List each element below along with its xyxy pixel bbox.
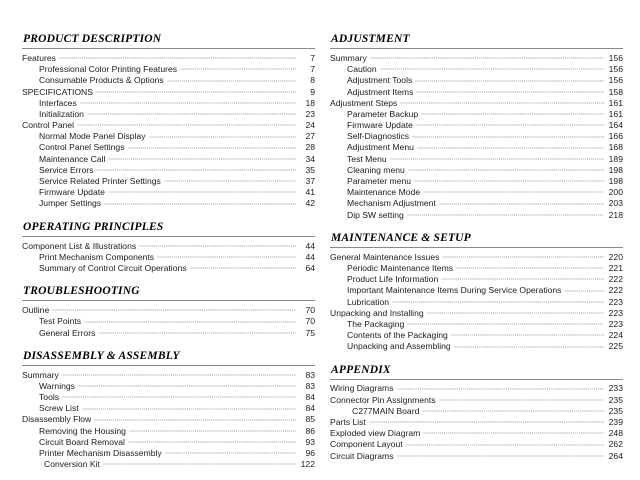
toc-entry[interactable] xyxy=(330,131,623,142)
dot-leader xyxy=(439,398,604,404)
dot-leader xyxy=(451,333,604,339)
toc-entry-title: Control Panel Settings xyxy=(39,142,125,153)
toc-entry-title: Parameter menu xyxy=(347,176,412,187)
toc-section xyxy=(330,364,623,462)
dot-leader xyxy=(165,451,296,457)
section-divider xyxy=(22,236,315,237)
section-heading: DISASSEMBLY & ASSEMBLY xyxy=(23,349,180,362)
toc-page-number: 42 xyxy=(305,198,315,209)
toc-entry[interactable] xyxy=(22,392,315,403)
toc-page-number: 70 xyxy=(305,316,315,327)
toc-page-number: 84 xyxy=(305,392,315,403)
dot-leader xyxy=(98,331,296,337)
toc-entry[interactable] xyxy=(330,439,623,450)
dot-leader xyxy=(414,179,604,185)
toc-entry[interactable] xyxy=(330,210,623,221)
dot-leader xyxy=(406,443,604,449)
toc-section xyxy=(22,33,315,210)
toc-entry-title: Jumper Settings xyxy=(39,198,102,209)
toc-entry-title: Wiring Diagrams xyxy=(330,383,394,394)
toc-page-number: 37 xyxy=(305,176,315,187)
toc-page-number: 96 xyxy=(305,448,315,459)
toc-entry-title: Summary xyxy=(22,369,59,380)
toc-page-number: 64 xyxy=(305,263,315,273)
dot-leader xyxy=(397,387,604,393)
dot-leader xyxy=(407,322,604,328)
dot-leader xyxy=(441,277,604,283)
toc-page-number: 93 xyxy=(305,436,315,447)
dot-leader xyxy=(80,101,296,107)
toc-entry-title: Consumable Products & Options xyxy=(39,75,164,86)
toc-entry[interactable] xyxy=(330,120,623,131)
toc-entry[interactable] xyxy=(22,64,315,75)
toc-entry-title: Test Points xyxy=(39,316,82,327)
toc-entry[interactable] xyxy=(330,143,623,154)
toc-page-number: 264 xyxy=(608,450,623,461)
toc-entry-title: SPECIFICATIONS xyxy=(22,86,93,97)
section-heading: APPENDIX xyxy=(331,363,391,376)
dot-leader xyxy=(400,101,604,107)
dot-leader xyxy=(77,123,296,129)
dot-leader xyxy=(104,202,296,208)
dot-leader xyxy=(422,409,604,415)
toc-page-number: 28 xyxy=(305,142,315,153)
toc-entry[interactable] xyxy=(22,426,315,437)
toc-entry[interactable] xyxy=(330,154,623,165)
dot-leader xyxy=(423,431,604,437)
toc-entry[interactable] xyxy=(22,165,315,176)
toc-page-number: 35 xyxy=(305,164,315,175)
toc-entry[interactable] xyxy=(330,451,623,462)
dot-leader xyxy=(407,213,604,219)
toc-page-number: 198 xyxy=(608,164,623,175)
toc-page-number: 156 xyxy=(608,75,623,86)
toc-entry-title: Cleaning menu xyxy=(347,164,405,175)
toc-entry-list xyxy=(22,305,315,339)
toc-entry-title: Adjustment Steps xyxy=(330,97,398,108)
toc-entry-title: Circuit Diagrams xyxy=(330,450,394,461)
toc-entry-title: General Maintenance Issues xyxy=(330,251,440,262)
toc-page-number: 203 xyxy=(608,198,623,209)
dot-leader xyxy=(439,202,604,208)
toc-page-number: 18 xyxy=(305,97,315,108)
dot-leader xyxy=(164,179,296,185)
toc-entry[interactable] xyxy=(22,241,315,252)
toc-entry[interactable] xyxy=(22,381,315,392)
toc-entry-title: Summary xyxy=(330,53,367,63)
dot-leader xyxy=(52,308,296,314)
toc-page-number: 83 xyxy=(305,369,315,380)
toc-entry-title: Mechanism Adjustment xyxy=(347,198,436,209)
toc-entry[interactable] xyxy=(22,109,315,120)
toc-entry-list xyxy=(22,53,315,210)
toc-page-number: 223 xyxy=(608,318,623,329)
dot-leader xyxy=(157,255,296,261)
toc-page-number: 235 xyxy=(608,394,623,405)
toc-entry-title: Warnings xyxy=(39,380,75,391)
toc-entry[interactable] xyxy=(22,176,315,187)
toc-page-number: 7 xyxy=(310,64,315,75)
dot-leader xyxy=(412,135,604,141)
toc-page-number: 83 xyxy=(305,380,315,391)
dot-leader xyxy=(369,420,604,426)
toc-entry[interactable] xyxy=(330,187,623,198)
toc-entry[interactable] xyxy=(22,75,315,86)
dot-leader xyxy=(380,67,604,73)
toc-entry-title: Test Menu xyxy=(347,153,387,164)
toc-page-number: 44 xyxy=(305,240,315,251)
toc-entry[interactable] xyxy=(22,328,315,339)
toc-entry[interactable] xyxy=(22,263,315,274)
dot-leader xyxy=(397,454,604,460)
toc-entry-title: Tools xyxy=(39,392,60,403)
dot-leader xyxy=(108,190,296,196)
toc-page-number: 220 xyxy=(608,251,623,262)
toc-entry-title: Self-Diagnostics xyxy=(347,131,410,142)
toc-page-number: 235 xyxy=(608,405,623,416)
toc-page-number: 41 xyxy=(305,187,315,198)
toc-entry[interactable] xyxy=(22,143,315,154)
dot-leader xyxy=(408,168,604,174)
toc-entry[interactable] xyxy=(330,297,623,308)
toc-entry-title: General Errors xyxy=(39,327,96,338)
toc-page-number: 85 xyxy=(305,414,315,425)
toc-page-number: 222 xyxy=(608,285,623,296)
toc-entry-title: Conversion Kit xyxy=(44,459,100,470)
dot-leader xyxy=(421,112,604,118)
toc-entry-title: Product Life Information xyxy=(347,274,439,285)
toc-entry-title: Features xyxy=(22,53,56,63)
toc-entry[interactable] xyxy=(22,154,315,165)
toc-entry-list xyxy=(330,252,623,353)
toc-page-number: 23 xyxy=(305,108,315,119)
toc-page-number: 8 xyxy=(310,75,315,86)
toc-section xyxy=(22,221,315,275)
toc-page-number: 248 xyxy=(608,428,623,439)
toc-page-number: 218 xyxy=(608,209,623,220)
toc-entry-title: Screw List xyxy=(39,403,79,414)
left-column xyxy=(22,33,315,470)
section-heading: OPERATING PRINCIPLES xyxy=(23,220,164,233)
toc-entry-title: Removing the Housing xyxy=(39,425,126,436)
dot-leader xyxy=(427,311,604,317)
toc-entry[interactable] xyxy=(330,274,623,285)
toc-page-number: 222 xyxy=(608,274,623,285)
dot-leader xyxy=(416,90,604,96)
toc-entry-title: Dip SW setting xyxy=(347,209,404,220)
toc-entry-title: Print Mechanism Components xyxy=(39,251,155,262)
dot-leader xyxy=(128,146,296,152)
toc-entry-title: Printer Mechanism Disassembly xyxy=(39,448,162,459)
toc-page-number: 24 xyxy=(305,120,315,131)
dot-leader xyxy=(564,289,604,295)
toc-section xyxy=(22,350,315,471)
toc-entry[interactable] xyxy=(22,415,315,426)
section-divider xyxy=(22,300,315,301)
toc-page-number: 239 xyxy=(608,417,623,428)
section-divider xyxy=(330,247,623,248)
toc-entry-title: Adjustment Menu xyxy=(347,142,414,153)
toc-page-number: 198 xyxy=(608,176,623,187)
dot-leader xyxy=(415,79,604,85)
dot-leader xyxy=(456,266,604,272)
toc-page-number: 34 xyxy=(305,153,315,164)
section-divider xyxy=(330,48,623,49)
toc-page-number: 233 xyxy=(608,383,623,394)
toc-page-number: 122 xyxy=(300,459,315,470)
toc-entry-title: Initialization xyxy=(39,108,84,119)
dot-leader xyxy=(392,300,604,306)
toc-entry-title: Connector Pin Assignments xyxy=(330,394,436,405)
dot-leader xyxy=(103,462,296,468)
dot-leader xyxy=(94,418,296,424)
toc-entry[interactable] xyxy=(330,53,623,64)
dot-leader xyxy=(454,345,604,351)
toc-entry-title: Firmware Update xyxy=(39,187,105,198)
dot-leader xyxy=(167,79,296,85)
toc-page-number: 156 xyxy=(608,64,623,75)
toc-entry[interactable] xyxy=(22,98,315,109)
toc-entry[interactable] xyxy=(22,437,315,448)
toc-entry-title: Maintenance Mode xyxy=(347,187,421,198)
toc-entry-title: The Packaging xyxy=(347,318,405,329)
toc-entry[interactable] xyxy=(330,176,623,187)
dot-leader xyxy=(128,440,296,446)
toc-page-number: 75 xyxy=(305,327,315,338)
toc-page-number: 27 xyxy=(305,131,315,142)
dot-leader xyxy=(442,255,604,261)
dot-leader xyxy=(96,168,296,174)
toc-entry[interactable] xyxy=(22,448,315,459)
toc-entry[interactable] xyxy=(330,263,623,274)
toc-entry[interactable] xyxy=(330,87,623,98)
toc-page-number: 221 xyxy=(608,263,623,273)
toc-entry-title: C277MAIN Board xyxy=(352,405,420,416)
toc-page-number: 200 xyxy=(608,187,623,198)
toc-entry-title: Parts List xyxy=(330,417,366,428)
toc-page-number: 225 xyxy=(608,341,623,352)
toc-page-number: 158 xyxy=(608,86,623,97)
toc-entry-list xyxy=(22,241,315,275)
toc-entry-title: Unpacking and Assembling xyxy=(347,341,451,352)
toc-entry[interactable] xyxy=(330,384,623,395)
toc-entry-title: Firmware Update xyxy=(347,120,413,131)
section-heading: PRODUCT DESCRIPTION xyxy=(23,33,162,45)
toc-entry[interactable] xyxy=(330,330,623,341)
toc-entry-title: Interfaces xyxy=(39,97,77,108)
dot-leader xyxy=(417,146,604,152)
toc-page-number: 262 xyxy=(608,439,623,450)
toc-entry[interactable] xyxy=(330,308,623,319)
dot-leader xyxy=(96,90,296,96)
toc-entry[interactable] xyxy=(330,98,623,109)
toc-page-number: 161 xyxy=(608,97,623,108)
section-heading: MAINTENANCE & SETUP xyxy=(331,231,471,244)
toc-entry[interactable] xyxy=(22,53,315,64)
toc-page-number: 86 xyxy=(305,425,315,436)
right-column xyxy=(330,33,623,470)
toc-entry[interactable] xyxy=(330,252,623,263)
dot-leader xyxy=(416,123,604,129)
dot-leader xyxy=(190,266,296,272)
toc-entry-title: Adjustment Items xyxy=(347,86,414,97)
toc-entry[interactable] xyxy=(22,403,315,414)
toc-entry-list xyxy=(330,384,623,462)
toc-entry[interactable] xyxy=(22,305,315,316)
toc-entry-title: Parameter Backup xyxy=(347,108,419,119)
toc-entry[interactable] xyxy=(330,319,623,330)
toc-entry-title: Adjustment Tools xyxy=(347,75,413,86)
dot-leader xyxy=(82,407,296,413)
toc-page-number: 189 xyxy=(608,153,623,164)
toc-entry-title: Lubrication xyxy=(347,296,390,307)
toc-entry[interactable] xyxy=(330,109,623,120)
dot-leader xyxy=(139,244,296,250)
toc-entry-title: Exploded view Diagram xyxy=(330,428,421,439)
toc-entry-title: Service Errors xyxy=(39,164,94,175)
toc-entry-title: Maintenance Call xyxy=(39,153,106,164)
toc-page-number: 44 xyxy=(305,251,315,262)
toc-entry[interactable] xyxy=(330,341,623,352)
toc-page-number: 224 xyxy=(608,330,623,341)
toc-page-number: 7 xyxy=(310,53,315,63)
dot-leader xyxy=(180,67,296,73)
toc-entry-title: Important Maintenance Items During Service Operations xyxy=(347,285,562,296)
toc-page-number: 168 xyxy=(608,142,623,153)
toc-entry-title: Unpacking and Installing xyxy=(330,307,424,318)
toc-entry-title: Disassembly Flow xyxy=(22,414,92,425)
dot-leader xyxy=(87,112,296,118)
toc-entry[interactable] xyxy=(330,417,623,428)
toc-entry-title: Professional Color Printing Features xyxy=(39,64,178,75)
toc-entry-title: Component List & Illustrations xyxy=(22,240,137,251)
toc-page-number: 223 xyxy=(608,307,623,318)
toc-entry-title: Service Related Printer Settings xyxy=(39,176,161,187)
toc-entry-title: Contents of the Packaging xyxy=(347,330,448,341)
toc-entry[interactable] xyxy=(330,64,623,75)
dot-leader xyxy=(62,373,296,379)
toc-section xyxy=(330,232,623,353)
toc-entry[interactable] xyxy=(330,165,623,176)
toc-entry-title: Normal Mode Panel Display xyxy=(39,131,146,142)
toc-section xyxy=(22,285,315,339)
toc-entry[interactable] xyxy=(22,252,315,263)
toc-entry-title: Summary of Control Circuit Operations xyxy=(39,263,187,273)
dot-leader xyxy=(390,157,604,163)
toc-entry[interactable] xyxy=(330,406,623,417)
toc-page-number: 223 xyxy=(608,296,623,307)
dot-leader xyxy=(59,56,296,62)
toc-page-number: 9 xyxy=(310,86,315,97)
toc-entry[interactable] xyxy=(22,131,315,142)
toc-entry-list xyxy=(22,370,315,471)
toc-entry[interactable] xyxy=(330,75,623,86)
toc-page-number: 161 xyxy=(608,108,623,119)
toc-page-number: 156 xyxy=(608,53,623,63)
toc-entry[interactable] xyxy=(330,428,623,439)
toc-entry[interactable] xyxy=(22,198,315,209)
dot-leader xyxy=(62,395,296,401)
toc-entry-title: Periodic Maintenance Items xyxy=(347,263,454,273)
toc-page-number: 70 xyxy=(305,305,315,316)
dot-leader xyxy=(149,135,296,141)
section-divider xyxy=(22,48,315,49)
toc-entry-title: Circuit Board Removal xyxy=(39,436,125,447)
toc-entry[interactable] xyxy=(330,395,623,406)
toc-entry-title: Control Panel xyxy=(22,120,75,131)
toc-entry-title: Caution xyxy=(347,64,377,75)
dot-leader xyxy=(370,56,604,62)
dot-leader xyxy=(423,190,604,196)
toc-page-number: 164 xyxy=(608,120,623,131)
dot-leader xyxy=(84,320,296,326)
toc-entry-title: Outline xyxy=(22,305,50,316)
section-heading: TROUBLESHOOTING xyxy=(23,285,140,298)
toc-entry[interactable] xyxy=(22,459,315,470)
dot-leader xyxy=(129,429,296,435)
toc-entry[interactable] xyxy=(330,198,623,209)
toc-entry[interactable] xyxy=(22,120,315,131)
dot-leader xyxy=(78,384,296,390)
toc-section xyxy=(330,33,623,221)
toc-page-number: 166 xyxy=(608,131,623,142)
toc-entry[interactable] xyxy=(22,87,315,98)
section-divider xyxy=(330,379,623,380)
toc-entry-list xyxy=(330,53,623,221)
section-heading: ADJUSTMENT xyxy=(331,33,410,45)
toc-entry[interactable] xyxy=(22,187,315,198)
dot-leader xyxy=(108,157,296,163)
section-divider xyxy=(22,365,315,366)
toc-entry[interactable] xyxy=(22,316,315,327)
toc-entry-title: Component Layout xyxy=(330,439,403,450)
toc-entry[interactable] xyxy=(22,370,315,381)
toc-entry[interactable] xyxy=(330,285,623,296)
toc-page-number: 84 xyxy=(305,403,315,414)
